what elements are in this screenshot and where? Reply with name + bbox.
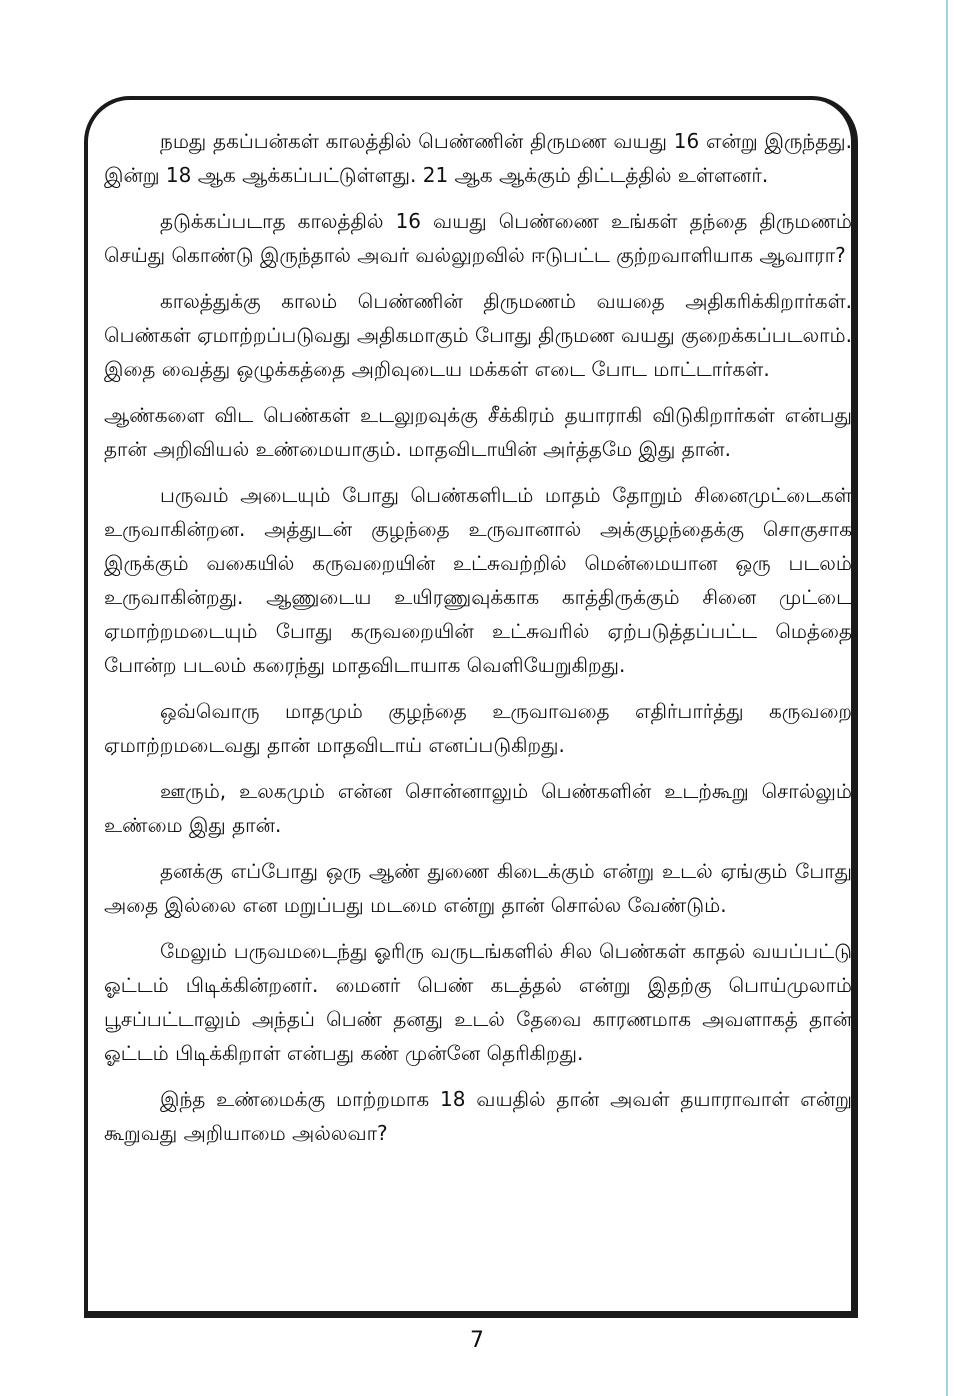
- page-number: 7: [470, 1328, 484, 1353]
- page-edge-line: [946, 0, 948, 1396]
- paragraph-2: தடுக்கப்படாத காலத்தில் 16 வயது பெண்ணை உங்கள் தந்தை திருமணம் செய்து கொண்டு இருந்தால் அவர் வல்லுறவில் ஈடுபட்ட குற்றவாளியாக ஆவாரா?: [104, 209, 852, 267]
- paragraph-8: தனக்கு எப்போது ஒரு ஆண் துணை கிடைக்கும் என்று உடல் ஏங்கும் போது அதை இல்லை என மறுப்பது மடமை என்று தான் சொல்ல வேண்டும்.: [104, 859, 852, 917]
- paragraph-9: மேலும் பருவமடைந்து ஓரிரு வருடங்களில் சில பெண்கள் காதல் வயப்பட்டு ஓட்டம் பிடிக்கின்றனர். மைனர் பெண் கடத்தல் என்று இதற்கு பொய்முலாம் பூசப்பட்டாலும் அந்தப் பெண் தனது உடல் தேவை காரணமாக அவளாகத் தான் ஓட்டம் பிடிக்கிறாள் என்பது கண் முன்னே தெரிகிறது.: [104, 939, 852, 1065]
- body-text: [104, 124, 852, 1162]
- paragraph-6: ஒவ்வொரு மாதமும் குழந்தை உருவாவதை எதிர்பார்த்து கருவறை ஏமாற்றமடைவது தான் மாதவிடாய் எனப்படுகிறது.: [104, 699, 852, 757]
- paragraph-7: ஊரும், உலகமும் என்ன சொன்னாலும் பெண்களின் உடற்கூறு சொல்லும் உண்மை இது தான்.: [104, 779, 852, 837]
- paragraph-10: இந்த உண்மைக்கு மாற்றமாக 18 வயதில் தான் அவள் தயாராவாள் என்று கூறுவது அறியாமை அல்லவா?: [104, 1087, 852, 1145]
- paragraph-1: நமது தகப்பன்கள் காலத்தில் பெண்ணின் திருமண வயது 16 என்று இருந்தது. இன்று 18 ஆக ஆக்கப்பட்டுள்ளது. 21 ஆக ஆக்கும் திட்டத்தில் உள்ளனர்.: [104, 129, 852, 187]
- paragraph-4: ஆண்களை விட பெண்கள் உடலுறவுக்கு சீக்கிரம் தயாராகி விடுகிறார்கள் என்பது தான் அறிவியல் உண்மையாகும். மாதவிடாயின் அர்த்தமே இது தான்.: [104, 403, 852, 461]
- paragraph-3: காலத்துக்கு காலம் பெண்ணின் திருமணம் வயதை அதிகரிக்கிறார்கள். பெண்கள் ஏமாற்றப்படுவது அதிகமாகும் போது திருமண வயது குறைக்கப்படலாம். இதை வைத்து ஒழுக்கத்தை அறிவுடைய மக்கள் எடை போட மாட்டார்கள்.: [104, 289, 852, 381]
- paragraph-5: பருவம் அடையும் போது பெண்களிடம் மாதம் தோறும் சினைமுட்டைகள் உருவாகின்றன. அத்துடன் குழந்தை உருவானால் அக்குழந்தைக்கு சொகுசாக இருக்கும் வகையில் கருவறையின் உட்சுவற்றில் மென்மையான ஒரு படலம் உருவாகின்றது. ஆணுடைய உயிரணுவுக்காக காத்திருக்கும் சினை முட்டை ஏமாற்றமடையும் போது கருவறையின் உட்சுவரில் ஏற்படுத்தப்பட்ட மெத்தை போன்ற படலம் கரைந்து மாதவிடாயாக வெளியேறுகிறது.: [104, 483, 852, 677]
